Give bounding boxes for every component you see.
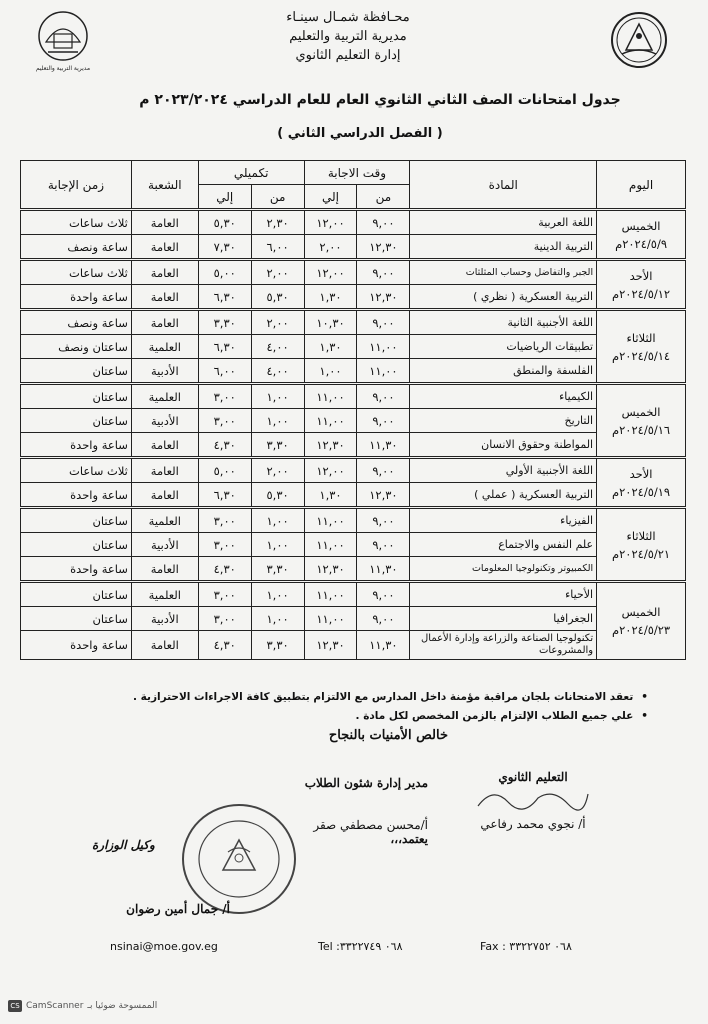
day-cell: [597, 384, 686, 458]
day-date: ٢٠٢٤/٥/١٦م: [611, 422, 671, 437]
subject-cell: الجغرافيا: [410, 607, 597, 631]
branch-cell: العامة: [131, 310, 198, 335]
table-row: [21, 310, 686, 335]
table-row: [21, 359, 686, 384]
signature-title: وكيل الوزارة: [92, 838, 155, 852]
from-cell: ٩,٠٠: [357, 458, 410, 483]
camscanner-app: CamScanner: [26, 1001, 84, 1011]
branch-cell: العامة: [131, 210, 198, 235]
day-name: الخميس: [621, 218, 661, 233]
sup-from-cell: ٢,٠٠: [251, 310, 304, 335]
from-cell: ١١,٣٠: [357, 631, 410, 660]
sup-from-cell: ٥,٣٠: [251, 483, 304, 508]
subject-cell: الفلسفة والمنطق: [410, 359, 597, 384]
footer-tel: Tel :٠٦٨ ٣٣٢٢٧٤٩: [318, 940, 403, 953]
branch-cell: العلمية: [131, 582, 198, 607]
from-cell: ٩,٠٠: [357, 260, 410, 285]
header-day: اليوم: [597, 161, 686, 210]
subject-cell: الفيزياء: [410, 508, 597, 533]
footer-email[interactable]: nsinai@moe.gov.eg: [110, 940, 218, 953]
header-to: إلي: [304, 185, 357, 210]
duration-cell: ساعة ونصف: [21, 310, 132, 335]
from-cell: ٩,٠٠: [357, 533, 410, 557]
table-row: [21, 409, 686, 433]
subject-cell: المواطنة وحقوق الانسان: [410, 433, 597, 458]
from-cell: ١١,٠٠: [357, 335, 410, 359]
footer-fax: Fax : ٠٦٨ ٣٣٢٢٧٥٢: [480, 940, 572, 953]
header-supplementary: تكميلي: [198, 161, 304, 185]
to-cell: ١٢,٣٠: [304, 557, 357, 582]
branch-cell: العلمية: [131, 508, 198, 533]
handwritten-signature-icon: [473, 784, 593, 814]
duration-cell: ساعة واحدة: [21, 433, 132, 458]
directorate-name: مديرية التربية والتعليم: [289, 29, 407, 44]
camscanner-label: الممسوحة ضوئيا بـ: [87, 1001, 158, 1011]
subject-cell: الأحياء: [410, 582, 597, 607]
sup-to-cell: ٦,٣٠: [198, 285, 251, 310]
subject-cell: اللغة العربية: [410, 210, 597, 235]
subject-cell: الجبر والتفاضل وحساب المثلثات: [410, 260, 597, 285]
table-row: [21, 557, 686, 582]
from-cell: ١١,٣٠: [357, 433, 410, 458]
sup-to-cell: ٣,٠٠: [198, 508, 251, 533]
branch-cell: العامة: [131, 260, 198, 285]
sup-from-cell: ٦,٠٠: [251, 235, 304, 260]
duration-cell: ساعتان: [21, 582, 132, 607]
table-row: [21, 260, 686, 285]
subject-cell: اللغة الأجنبية الثانية: [410, 310, 597, 335]
table-row: [21, 458, 686, 483]
sup-to-cell: ٣,٠٠: [198, 533, 251, 557]
sup-from-cell: ٤,٠٠: [251, 335, 304, 359]
sup-from-cell: ٢,٠٠: [251, 458, 304, 483]
table-row: [21, 235, 686, 260]
sup-to-cell: ٣,٠٠: [198, 582, 251, 607]
table-row: [21, 631, 686, 660]
day-date: ٢٠٢٤/٥/١٢م: [611, 286, 671, 301]
to-cell: ١,٣٠: [304, 483, 357, 508]
subject-cell: التربية الدينية: [410, 235, 597, 260]
signature-secondary-education: [458, 770, 608, 831]
day-cell: [597, 508, 686, 582]
from-cell: ٩,٠٠: [357, 607, 410, 631]
day-name: الأحد: [629, 268, 653, 283]
sup-to-cell: ٤,٣٠: [198, 557, 251, 582]
day-date: ٢٠٢٤/٥/٩م: [615, 236, 668, 251]
day-cell: [597, 210, 686, 260]
duration-cell: ساعتان: [21, 409, 132, 433]
day-date: ٢٠٢٤/٥/٢١م: [611, 546, 671, 561]
sup-from-cell: ١,٠٠: [251, 582, 304, 607]
duration-cell: ثلاث ساعات: [21, 210, 132, 235]
day-cell: [597, 458, 686, 508]
sup-to-cell: ٧,٣٠: [198, 235, 251, 260]
sup-to-cell: ٣,٣٠: [198, 310, 251, 335]
sup-from-cell: ١,٠٠: [251, 409, 304, 433]
duration-cell: ساعتان: [21, 607, 132, 631]
header-sup-to: إلي: [198, 185, 251, 210]
directorate-logo-icon: [32, 6, 94, 76]
sup-to-cell: ٦,٣٠: [198, 335, 251, 359]
signature-name: أ/محسن مصطفي صقر: [313, 818, 428, 832]
table-row: [21, 433, 686, 458]
from-cell: ١٢,٣٠: [357, 235, 410, 260]
signature-undersecretary: [92, 838, 222, 852]
duration-cell: ساعتان: [21, 533, 132, 557]
branch-cell: العامة: [131, 483, 198, 508]
branch-cell: الأدبية: [131, 607, 198, 631]
sup-to-cell: ٦,٠٠: [198, 359, 251, 384]
table-row: [21, 210, 686, 235]
duration-cell: ساعة ونصف: [21, 235, 132, 260]
subject-cell: التربية العسكرية ( نظري ): [410, 285, 597, 310]
subject-cell: تطبيقات الرياضيات: [410, 335, 597, 359]
duration-cell: ساعة واحدة: [21, 285, 132, 310]
branch-cell: الأدبية: [131, 533, 198, 557]
duration-cell: ثلاث ساعات: [21, 458, 132, 483]
table-row: [21, 607, 686, 631]
signature-name: أ/ نجوي محمد رفاعي: [480, 817, 586, 831]
sup-to-cell: ٥,٠٠: [198, 260, 251, 285]
logo-caption: مديرية التربية والتعليم: [35, 65, 91, 72]
sup-to-cell: ٣,٠٠: [198, 607, 251, 631]
header-answer-time: وقت الاجابة: [304, 161, 410, 185]
sup-to-cell: ٥,٠٠: [198, 458, 251, 483]
header-sup-from: من: [251, 185, 304, 210]
branch-cell: العامة: [131, 557, 198, 582]
subject-cell: التربية العسكرية ( عملي ): [410, 483, 597, 508]
duration-cell: ساعتان: [21, 384, 132, 409]
day-name: الثلاثاء: [626, 528, 656, 543]
duration-cell: ساعة واحدة: [21, 557, 132, 582]
from-cell: ٩,٠٠: [357, 210, 410, 235]
sup-from-cell: ٥,٣٠: [251, 285, 304, 310]
subject-cell: اللغة الأجنبية الأولي: [410, 458, 597, 483]
duration-cell: ساعتان: [21, 359, 132, 384]
to-cell: ١,٣٠: [304, 285, 357, 310]
sinai-governorate-emblem-icon: [608, 6, 670, 76]
to-cell: ١٠,٣٠: [304, 310, 357, 335]
to-cell: ١٢,٣٠: [304, 631, 357, 660]
note-item: • تعقد الامتحانات بلجان مراقبة مؤمنة داخل المدارس مع الالتزام بتطبيق كافة الاجراءات الاحترازية .: [88, 688, 648, 707]
subject-cell: تكنولوجيا الصناعة والزراعة وإدارة الأعمال والمشروعات: [410, 631, 597, 660]
official-stamp-icon: [178, 800, 300, 918]
notes-list: [88, 688, 648, 726]
sup-to-cell: ٦,٣٠: [198, 483, 251, 508]
table-row: [21, 335, 686, 359]
day-name: الخميس: [621, 605, 661, 619]
from-cell: ١٢,٣٠: [357, 483, 410, 508]
branch-cell: العامة: [131, 458, 198, 483]
table-row: [21, 582, 686, 607]
duration-cell: ساعة واحدة: [21, 631, 132, 660]
branch-cell: الأدبية: [131, 409, 198, 433]
approval-note: يعتمد،،،: [390, 832, 428, 846]
page-title: جدول امتحانات الصف الثاني الثانوي العام للعام الدراسي ٢٠٢٣/٢٠٢٤ م: [139, 92, 621, 108]
to-cell: ١١,٠٠: [304, 384, 357, 409]
day-name: الثلاثاء: [626, 330, 656, 345]
letterhead: [248, 8, 448, 65]
sup-from-cell: ٣,٣٠: [251, 631, 304, 660]
exam-schedule-table: [20, 160, 686, 660]
closing-wishes: خالص الأمنيات بالنجاح: [328, 728, 448, 743]
camscanner-watermark: [8, 1000, 157, 1012]
table-row: [21, 285, 686, 310]
sup-from-cell: ١,٠٠: [251, 533, 304, 557]
camscanner-icon: CS: [8, 1000, 22, 1012]
to-cell: ٢,٠٠: [304, 235, 357, 260]
sup-to-cell: ٤,٣٠: [198, 631, 251, 660]
table-row: [21, 533, 686, 557]
governorate-name: محـافظة شمـال سينـاء: [286, 10, 410, 25]
from-cell: ٩,٠٠: [357, 409, 410, 433]
signature-title: مدير إدارة شئون الطلاب: [304, 776, 428, 790]
day-name: الأحد: [629, 466, 653, 481]
from-cell: ٩,٠٠: [357, 310, 410, 335]
to-cell: ١١,٠٠: [304, 533, 357, 557]
table-row: [21, 508, 686, 533]
table-row: [21, 483, 686, 508]
branch-cell: العلمية: [131, 384, 198, 409]
day-date: ٢٠٢٤/٥/١٩م: [611, 484, 671, 499]
sup-from-cell: ٢,٠٠: [251, 260, 304, 285]
header-subject: المادة: [410, 161, 597, 210]
duration-cell: ثلاث ساعات: [21, 260, 132, 285]
branch-cell: العامة: [131, 235, 198, 260]
to-cell: ١٢,٣٠: [304, 433, 357, 458]
table-row: [21, 384, 686, 409]
to-cell: ١,٠٠: [304, 359, 357, 384]
subject-cell: الكمبيوتر وتكنولوجيا المعلومات: [410, 557, 597, 582]
sup-to-cell: ٤,٣٠: [198, 433, 251, 458]
to-cell: ١٢,٠٠: [304, 458, 357, 483]
signature-title: التعليم الثانوي: [498, 770, 568, 784]
from-cell: ١١,٠٠: [357, 359, 410, 384]
to-cell: ١٢,٠٠: [304, 260, 357, 285]
signature-name-left: أ/ جمال أمين رضوان: [126, 902, 230, 916]
branch-cell: العامة: [131, 285, 198, 310]
to-cell: ١,٣٠: [304, 335, 357, 359]
sup-from-cell: ٣,٣٠: [251, 557, 304, 582]
sup-to-cell: ٣,٠٠: [198, 384, 251, 409]
subject-cell: التاريخ: [410, 409, 597, 433]
day-cell: [597, 582, 686, 660]
to-cell: ١١,٠٠: [304, 508, 357, 533]
department-name: إدارة التعليم الثانوي: [295, 48, 401, 63]
from-cell: ٩,٠٠: [357, 384, 410, 409]
page-subtitle: ( الفصل الدراسي الثاني ): [277, 126, 443, 141]
from-cell: ١١,٣٠: [357, 557, 410, 582]
day-cell: [597, 310, 686, 384]
subject-cell: الكيمياء: [410, 384, 597, 409]
day-date: ٢٠٢٤/٥/١٤م: [611, 348, 671, 363]
to-cell: ١١,٠٠: [304, 582, 357, 607]
from-cell: ١٢,٣٠: [357, 285, 410, 310]
from-cell: ٩,٠٠: [357, 582, 410, 607]
sup-from-cell: ٢,٣٠: [251, 210, 304, 235]
branch-cell: العامة: [131, 433, 198, 458]
from-cell: ٩,٠٠: [357, 508, 410, 533]
sup-to-cell: ٣,٠٠: [198, 409, 251, 433]
note-item: • علي جميع الطلاب الإلتزام بالزمن المخصص لكل مادة .: [88, 707, 648, 726]
branch-cell: العامة: [131, 631, 198, 660]
header-from: من: [357, 185, 410, 210]
sup-from-cell: ٤,٠٠: [251, 359, 304, 384]
sup-to-cell: ٥,٣٠: [198, 210, 251, 235]
duration-cell: ساعتان ونصف: [21, 335, 132, 359]
to-cell: ١١,٠٠: [304, 409, 357, 433]
header-branch: الشعبة: [131, 161, 198, 210]
branch-cell: الأدبية: [131, 359, 198, 384]
header-duration: زمن الإجابة: [21, 161, 132, 210]
sup-from-cell: ١,٠٠: [251, 384, 304, 409]
day-name: الخميس: [621, 404, 661, 419]
day-date: ٢٠٢٤/٥/٢٣م: [611, 623, 671, 637]
day-cell: [597, 260, 686, 310]
to-cell: ١٢,٠٠: [304, 210, 357, 235]
branch-cell: العلمية: [131, 335, 198, 359]
duration-cell: ساعتان: [21, 508, 132, 533]
sup-from-cell: ٣,٣٠: [251, 433, 304, 458]
sup-from-cell: ١,٠٠: [251, 607, 304, 631]
sup-from-cell: ١,٠٠: [251, 508, 304, 533]
subject-cell: علم النفس والاجتماع: [410, 533, 597, 557]
to-cell: ١١,٠٠: [304, 607, 357, 631]
duration-cell: ساعة واحدة: [21, 483, 132, 508]
